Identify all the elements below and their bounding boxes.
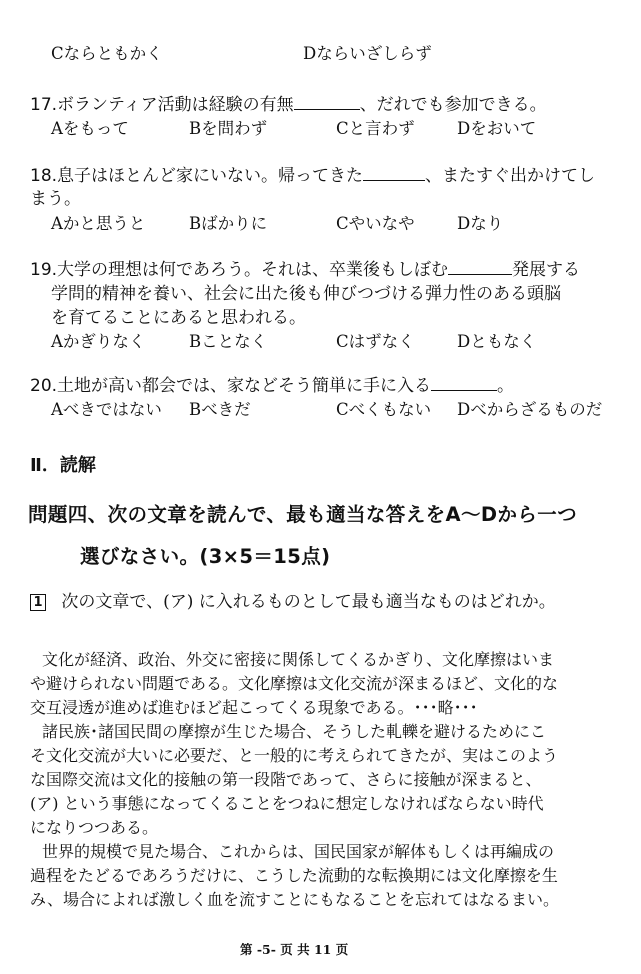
question-20: [30, 374, 514, 398]
question-number: 19.: [30, 260, 58, 280]
q18-option-a: Aかと思うと: [51, 214, 146, 233]
question-number: 18.: [30, 166, 58, 186]
passage-line: 過程をたどるであろうだけに、こうした流動的な転換期には文化摩擦を生: [30, 866, 558, 885]
question-18-continued: まう。: [30, 189, 81, 209]
passage-line: そ文化交流が大いに必要だ、と一般的に考えられてきたが、実はこのよう: [30, 746, 559, 765]
question-number: 17.: [30, 95, 58, 115]
question-number: 20.: [30, 376, 58, 396]
q20-option-b: Bべきだ: [189, 400, 251, 419]
question-text: 、だれでも参加できる。: [359, 95, 547, 115]
q19-option-a: Aかぎりなく: [51, 332, 146, 351]
question-18: [30, 164, 595, 188]
q16-option-c: Cならともかく: [51, 44, 163, 63]
passage-line: み、場合によれば激しく血を流すことにもなることを忘れてはなるまい。: [30, 890, 559, 909]
question-19: [30, 258, 580, 282]
q20-option-a: Aべきではない: [51, 400, 162, 419]
q19-option-b: Bことなく: [189, 332, 268, 351]
answer-blank: [431, 375, 497, 391]
item-1: [30, 590, 556, 614]
q17-option-b: Bを問わず: [189, 119, 268, 138]
problem-4-instruction-line-2: 選びなさい。(3×5＝15点): [80, 545, 331, 568]
passage-line: 諸民族･諸国民間の摩擦が生じた場合、そうした軋轢を避けるためにこ: [42, 722, 547, 741]
answer-blank: [294, 94, 360, 110]
q20-option-c: Cべくもない: [336, 400, 432, 419]
question-19-line-2: 学問的精神を養い、社会に出た後も伸びつづける弾力性のある頭脳: [51, 284, 561, 304]
item-number-box: 1: [30, 594, 46, 611]
item-question: 次の文章で、(ア) に入れるものとして最も適当なものはどれか。: [61, 592, 556, 612]
section-title: Ⅱ．読解: [30, 455, 96, 476]
q19-option-d: Dともなく: [457, 332, 537, 351]
q19-option-c: Cはずなく: [336, 332, 415, 351]
page-footer: 第 -5- 页 共 11 页: [240, 942, 349, 957]
question-text: ボランティア活動は経験の有無: [57, 95, 294, 115]
question-text: 大学の理想は何であろう。それは、卒業後もしぼむ: [57, 260, 449, 280]
question-19-line-3: を育てることにあると思われる。: [51, 308, 306, 328]
question-text: 発展する: [512, 260, 581, 280]
answer-blank: [363, 165, 425, 181]
q17-option-a: Aをもって: [51, 119, 129, 138]
question-17: [30, 93, 547, 117]
passage-line: 交互浸透が進めば進むほど起こってくる現象である。･･･略･･･: [30, 698, 478, 717]
passage-line: 世界的規模で見た場合、これからは、国民国家が解体もしくは再編成の: [42, 842, 555, 861]
passage-line: な国際交流は文化的接触の第一段階であって、さらに接触が深まると、: [30, 770, 542, 789]
passage-line: になりつつある。: [30, 818, 159, 837]
q16-option-d: Dならいざしらず: [303, 44, 432, 63]
passage-line: 文化が経済、政治、外交に密接に関係してくるかぎり、文化摩擦はいま: [42, 650, 555, 669]
q20-option-d: Dべからざるものだ: [457, 400, 603, 419]
q18-option-b: Bばかりに: [189, 214, 268, 233]
q17-option-c: Cと言わず: [336, 119, 415, 138]
question-text: 。: [497, 376, 515, 396]
q17-option-d: Dをおいて: [457, 119, 537, 138]
answer-blank: [448, 259, 512, 275]
question-text: 息子はほとんど家にいない。帰ってきた: [57, 166, 364, 186]
passage-line: (ア) という事態になってくることをつねに想定しなければならない時代: [30, 794, 544, 813]
problem-4-instruction: 問題四、次の文章を読んで、最も適当な答えをA～Dから一つ: [28, 503, 578, 526]
q18-option-c: Cやいなや: [336, 214, 415, 233]
passage-line: や避けられない問題である。文化摩擦は文化交流が深まるほど、文化的な: [30, 674, 559, 693]
question-text: 、またすぐ出かけてし: [425, 166, 596, 186]
q18-option-d: Dなり: [457, 214, 504, 233]
question-text: 土地が高い都会では、家などそう簡単に手に入る: [57, 376, 432, 396]
